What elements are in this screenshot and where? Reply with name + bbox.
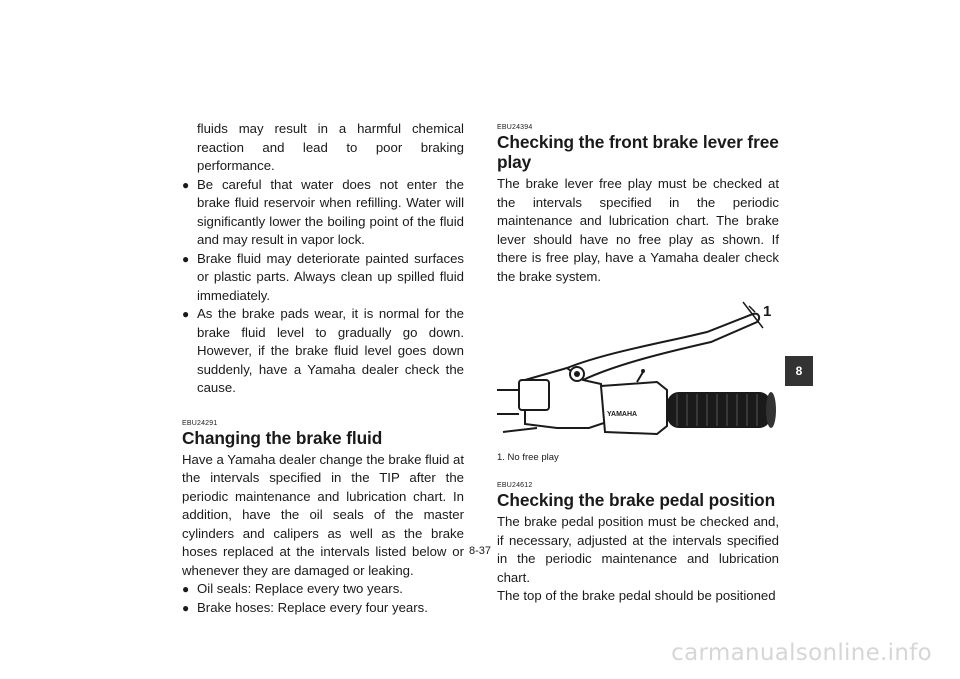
brake-lever-illustration <box>497 294 779 446</box>
right-column <box>497 124 779 606</box>
bullet-dot-icon: ● <box>182 582 190 596</box>
section-body: The brake lever free play must be checked at the intervals specified in the periodic maintenance and lubrication chart. The brake lever should have no free play as shown. If there is free play, have a Yamaha dealer check the brake system. <box>497 176 779 284</box>
section-code: EBU24291 <box>182 419 218 427</box>
section-body: The brake pedal position must be checked and, if necessary, adjusted at the intervals specified in the periodic maintenance and lubrication chart. <box>497 514 779 585</box>
section-title-front-brake-lever: Checking the front brake lever free play <box>497 132 779 172</box>
left-column <box>182 120 464 617</box>
bullet-dot-icon: ● <box>182 600 190 615</box>
bullet-text: As the brake pads wear, it is normal for the brake fluid level to gradually go down. However, if the brake fluid level goes down suddenly, have a Yamaha dealer check the cause. <box>197 306 464 395</box>
section-body: Have a Yamaha dealer change the brake fluid at the intervals specified in the TIP after the periodic maintenance and lubrication chart. In addition, have the oil seals of the master cylinders and calipers as well as the brake hoses replaced at the intervals listed below or whenever they are damaged or leaking. <box>182 451 464 578</box>
chapter-tab: 8 <box>785 356 813 386</box>
bullet-item <box>182 580 464 599</box>
bullet-text: Brake fluid may deteriorate painted surfaces or plastic parts. Always clean up spilled fluid immediately. <box>197 250 464 303</box>
page-number: 8-37 <box>468 545 492 557</box>
section-title-brake-pedal-position: Checking the brake pedal position <box>497 490 776 510</box>
section-code: EBU24394 <box>497 124 533 131</box>
watermark: carmanualsonline.info <box>671 640 932 666</box>
section-code: EBU24612 <box>497 482 533 489</box>
bullet-item <box>182 305 464 398</box>
bullet-item <box>182 599 464 618</box>
bullet-text: Be careful that water does not enter the brake fluid reservoir when refilling. Water will significantly lower the boiling point of the fluid and may result in vapor lock. <box>197 176 464 247</box>
bullet-dot-icon: ● <box>182 251 190 266</box>
bullet-item <box>182 176 464 250</box>
figure-caption: 1. No free play <box>497 452 559 463</box>
bullet-text: Brake hoses: Replace every four years. <box>197 599 428 615</box>
section-body-continued: The top of the brake pedal should be positioned <box>497 588 776 603</box>
section-title-changing-brake-fluid: Changing the brake fluid <box>182 427 383 448</box>
bullet-dot-icon: ● <box>182 177 190 192</box>
callout-number: 1 <box>763 303 772 320</box>
intro-text: fluids may result in a harmful chemical reaction and lead to poor braking performance. <box>197 121 464 173</box>
bullet-item <box>182 250 464 306</box>
bullet-text: Oil seals: Replace every two years. <box>197 581 403 596</box>
bullet-dot-icon: ● <box>182 307 190 321</box>
yamaha-brand-label: YAMAHA <box>607 411 638 418</box>
